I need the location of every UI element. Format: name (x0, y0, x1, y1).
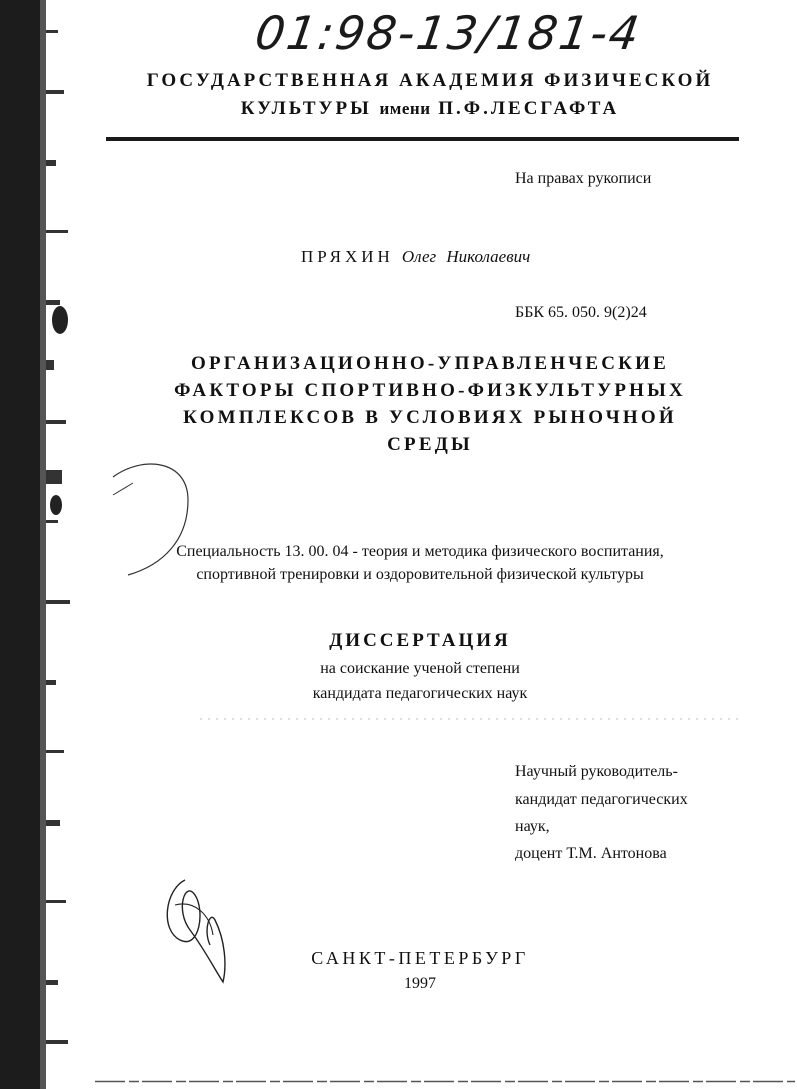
specialty-line-2: спортивной тренировки и оздоровительной физической культуры (196, 566, 644, 583)
year: 1997 (404, 975, 436, 992)
institution-line-2-part-3: П.Ф.ЛЕСГАФТА (438, 98, 620, 119)
author-given-name: Олег Николаевич (401, 247, 531, 266)
title-line: ОРГАНИЗАЦИОННО-УПРАВЛЕНЧЕСКИЕ (191, 353, 669, 374)
handwritten-code: 01:98-13/181-4 (251, 6, 645, 60)
bbk-code: ББК 65. 050. 9(2)24 (515, 304, 647, 321)
city: САНКТ-ПЕТЕРБУРГ (311, 948, 529, 968)
signature (155, 870, 245, 990)
author-name (301, 247, 530, 267)
specialty-line-1: Специальность 13. 00. 04 - теория и методика физического воспитания, (176, 543, 664, 560)
scan-edge (0, 0, 80, 1089)
degree-line-1: на соискание ученой степени (320, 660, 520, 677)
institution-line-2-part-2: имени (379, 99, 431, 118)
manuscript-note: На правах рукописи (515, 170, 652, 187)
header-rule (106, 137, 739, 141)
title-line: КОМПЛЕКСОВ В УСЛОВИЯХ РЫНОЧНОЙ (183, 407, 677, 428)
dissertation-title (150, 350, 710, 458)
advisor-line-2: кандидат педагогических (515, 791, 688, 808)
advisor-line-3: наук, (515, 818, 550, 835)
title-line: СРЕДЫ (387, 434, 473, 455)
institution-line-2 (100, 98, 760, 120)
institution-line-1: ГОСУДАРСТВЕННАЯ АКАДЕМИЯ ФИЗИЧЕСКОЙ (146, 70, 714, 91)
degree-line-2: кандидата педагогических наук (312, 685, 528, 702)
title-line: ФАКТОРЫ СПОРТИВНО-ФИЗКУЛЬТУРНЫХ (174, 380, 686, 401)
institution-line-2-part-1: КУЛЬТУРЫ (240, 98, 372, 119)
scan-dotted-line (200, 716, 740, 722)
advisor-line-4: доцент Т.М. Антонова (515, 845, 667, 862)
author-surname: ПРЯХИН (301, 247, 394, 266)
scan-bottom-edge (95, 1080, 795, 1083)
specialty (100, 540, 740, 586)
advisor-line-1: Научный руководитель- (515, 763, 678, 780)
dissertation-heading: ДИССЕРТАЦИЯ (329, 630, 511, 651)
